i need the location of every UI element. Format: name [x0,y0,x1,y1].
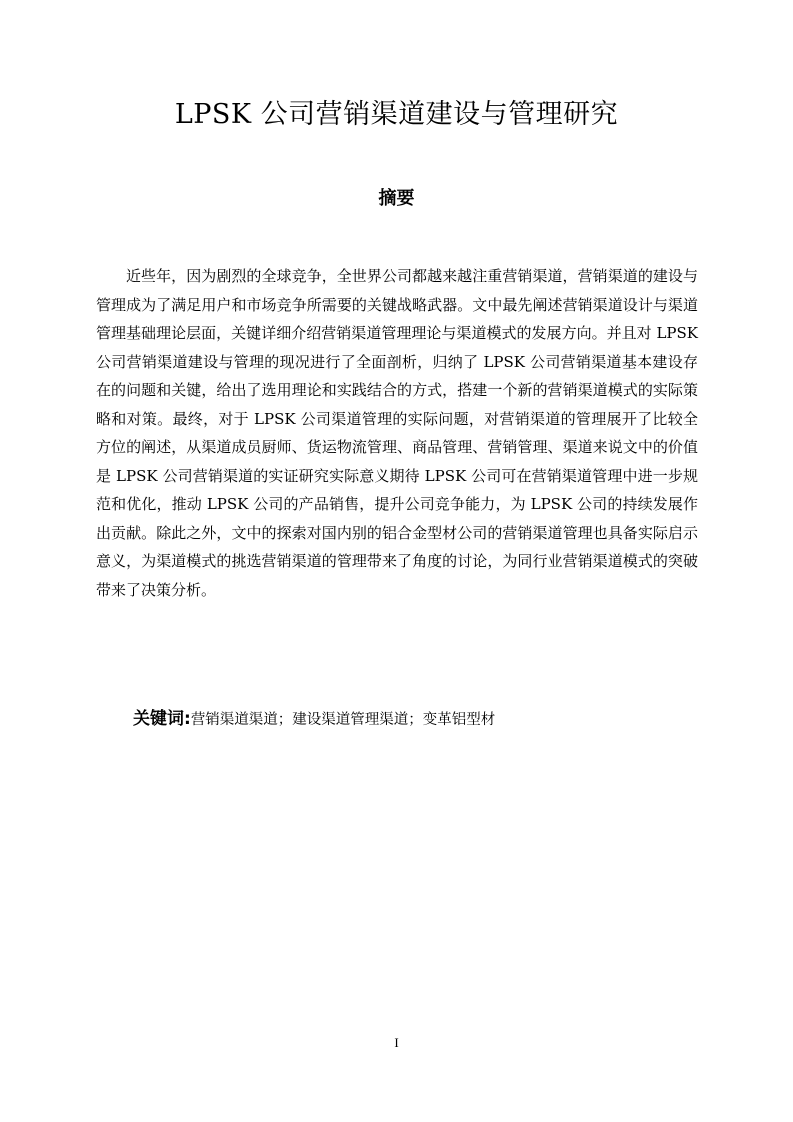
keywords-value: 营销渠道渠道；建设渠道管理渠道；变革铝型材 [190,712,496,728]
page-title: LPSK 公司营销渠道建设与管理研究 [174,99,619,130]
abstract-heading: 摘要 [378,188,415,209]
page-number: I [394,1035,399,1050]
abstract-paragraph: 近些年，因为剧烈的全球竞争，全世界公司都越来越注重营销渠道，营销渠道的建设与管理成为了满足用户和市场竞争所需要的关键战略武器。文中最先阐述营销渠道设计与渠道管理基础理论层面，关键详细介绍营销渠道管理理论与渠道模式的发展方向。并且对 LPSK 公司营销渠道建设与管理的现况进行了全面剖析，归纳了 LPSK 公司营销渠道基本建设存在的问题和关键，给出了选用理论和实践结合的方式，搭建一个新的营销渠道模式的实际策略和对策。最终，对于 LPSK 公司渠道管理的实际问题，对营销渠道的管理展开了比较全方位的阐述，从渠道成员厨师、货运物流管理、商品管理、营销管理、渠道来说文中的价值是 LPSK 公司营销渠道的实证研究实际意义期待 LPSK 公司可在营销渠道管理中进一步规范和优化，推动 LPSK 公司的产品销售，提升公司竞争能力，为 LPSK 公司的持续发展作出贡献。除此之外，文中的探索对国内别的铝合金型材公司的营销渠道管理也具备实际启示意义，为渠道模式的挑选营销渠道的管理带来了角度的讨论，为同行业营销渠道模式的突破带来了决策分析。 [96,267,698,599]
keywords-line [133,706,693,733]
keywords-label: 关键词: [133,709,191,729]
